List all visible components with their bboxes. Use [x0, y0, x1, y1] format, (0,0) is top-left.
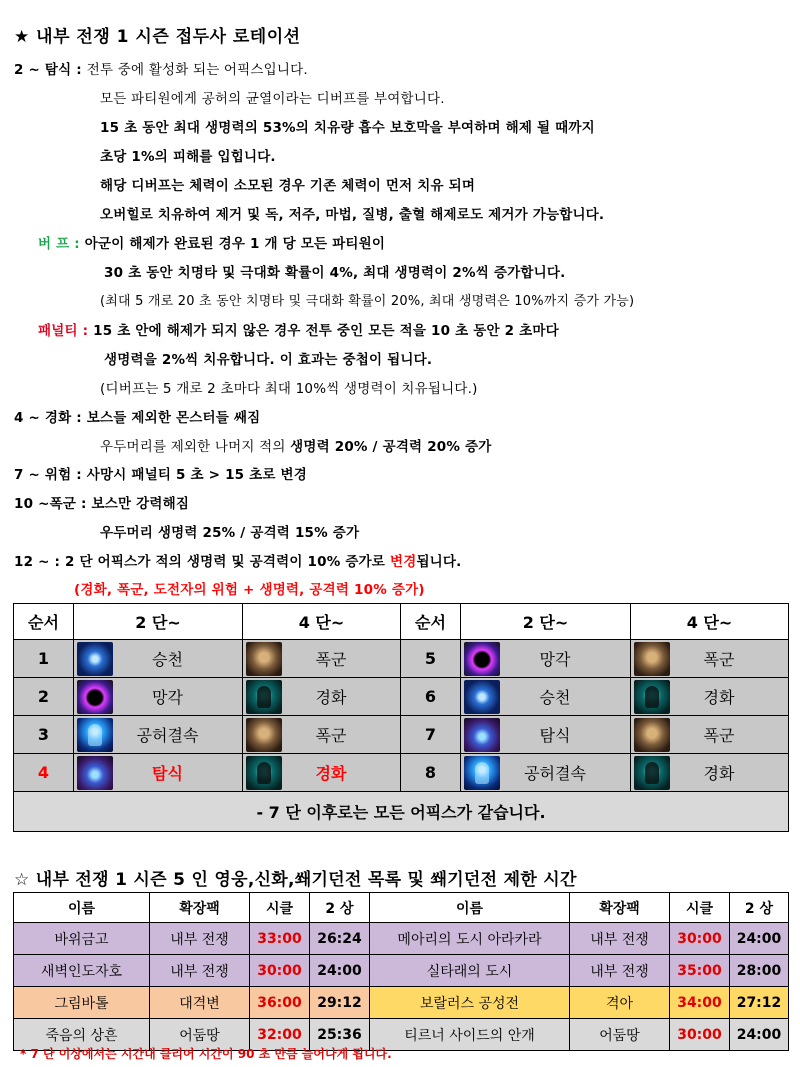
header-level4: 4 단~	[631, 604, 789, 640]
dungeon-plus2: 27:12	[730, 987, 789, 1019]
affix-line: 우두머리를 제외한 나머지 적의 생명력 20% / 공격력 20% 증가	[100, 439, 492, 455]
affix-cell	[631, 640, 789, 678]
voidbound-icon	[77, 718, 113, 752]
dungeon-timer: 33:00	[250, 923, 310, 955]
dungeon-expansion: 어둠땅	[570, 1019, 670, 1051]
header-level2: 2 단~	[461, 604, 631, 640]
dungeon-timer: 36:00	[250, 987, 310, 1019]
header-plus2: 2 상	[310, 893, 370, 923]
table-row	[14, 754, 789, 792]
dungeon-name: 실타래의 도시	[370, 955, 570, 987]
devour-icon	[464, 718, 500, 752]
affix-name: 경화	[315, 688, 347, 707]
order-number: 4	[14, 754, 74, 792]
table-row	[14, 955, 789, 987]
header-plus2: 2 상	[730, 893, 789, 923]
affix-name: 경화	[703, 764, 735, 783]
dungeon-plus2: 28:00	[730, 955, 789, 987]
affix-cell	[461, 678, 631, 716]
table-row	[14, 640, 789, 678]
voidbound-icon	[464, 756, 500, 790]
dungeon-plus2: 26:24	[310, 923, 370, 955]
affix-cell	[461, 716, 631, 754]
fortified-icon	[246, 756, 282, 790]
dungeon-plus2: 24:00	[730, 1019, 789, 1051]
order-number: 8	[401, 754, 461, 792]
affix-name: 폭군	[315, 650, 347, 669]
affix-name: 폭군	[703, 726, 735, 745]
order-number: 3	[14, 716, 74, 754]
affix-line: 초당 1%의 피해를 입힙니다.	[100, 149, 276, 165]
penalty-line: (디버프는 5 개로 2 초마다 최대 10%씩 생명력이 치유됩니다.)	[100, 381, 478, 397]
header-timer: 시클	[250, 893, 310, 923]
buff-line: 30 초 동안 치명타 및 극대화 확률이 4%, 최대 생명력이 2%씩 증가합니다.	[104, 265, 566, 281]
table-row	[14, 678, 789, 716]
affix-name: 폭군	[703, 650, 735, 669]
header-expansion: 확장팩	[150, 893, 250, 923]
affix-name: 승천	[152, 650, 183, 669]
affix-line-12: 12 ~ : 2 단 어픽스가 적의 생명력 및 공격력이 10% 증가로 변경됩니다.	[14, 554, 462, 570]
header-name: 이름	[14, 893, 150, 923]
affix-line: 오버힐로 치유하여 제거 및 독, 저주, 마법, 질병, 출혈 해제로도 제거가 가능합니다.	[100, 207, 605, 223]
affix-name: 공허결속	[136, 726, 199, 745]
dungeon-name: 티르너 사이드의 안개	[370, 1019, 570, 1051]
fortified-icon	[634, 756, 670, 790]
ascendant-icon	[464, 680, 500, 714]
oblivion-icon	[464, 642, 500, 676]
affix-line: 모든 파티원에게 공허의 균열이라는 디버프를 부여합니다.	[100, 91, 445, 107]
dungeon-timer: 30:00	[670, 1019, 730, 1051]
header-level2: 2 단~	[74, 604, 243, 640]
affix-cell	[243, 716, 401, 754]
affix-name: 폭군	[315, 726, 347, 745]
dungeon-expansion: 내부 전쟁	[570, 955, 670, 987]
dungeon-name: 보랄러스 공성전	[370, 987, 570, 1019]
dungeon-expansion: 대격변	[150, 987, 250, 1019]
header-order: 순서	[14, 604, 74, 640]
affix-cell	[461, 754, 631, 792]
affix-line: 15 초 동안 최대 생명력의 53%의 치유량 흡수 보호막을 부여하며 해제 될 때까지	[100, 120, 595, 136]
fortified-icon	[246, 680, 282, 714]
buff-line: 버 프 : 아군이 해제가 완료된 경우 1 개 당 모든 파티원이	[38, 236, 386, 252]
fortified-icon	[634, 680, 670, 714]
dungeon-plus2: 24:00	[730, 923, 789, 955]
dungeon-name: 바위금고	[14, 923, 150, 955]
dungeon-timer: 35:00	[670, 955, 730, 987]
affix-name: 공허결속	[524, 764, 586, 783]
affix-name: 승천	[539, 688, 571, 707]
dungeon-expansion: 내부 전쟁	[570, 923, 670, 955]
affix-rotation-table	[13, 603, 789, 832]
affix-name: 망각	[539, 650, 571, 669]
tyrannical-icon	[634, 642, 670, 676]
affix-cell	[461, 640, 631, 678]
affix-cell	[243, 640, 401, 678]
dungeon-table	[13, 892, 789, 1051]
oblivion-icon	[77, 680, 113, 714]
dungeon-expansion: 내부 전쟁	[150, 955, 250, 987]
header-timer: 시클	[670, 893, 730, 923]
affix-name: 경화	[703, 688, 735, 707]
tyrannical-icon	[246, 718, 282, 752]
dungeon-name: 새벽인도자호	[14, 955, 150, 987]
dungeon-section-title: ☆ 내부 전쟁 1 시즌 5 인 영웅,신화,쐐기던전 목록 및 쐐기던전 제한 시간	[14, 870, 577, 890]
page-title: ★ 내부 전쟁 1 시즌 접두사 로테이션	[14, 27, 301, 47]
header-order: 순서	[401, 604, 461, 640]
dungeon-name: 메아리의 도시 아라카라	[370, 923, 570, 955]
affix-cell	[631, 716, 789, 754]
affix-cell	[74, 716, 243, 754]
dungeon-expansion: 어둠땅	[150, 1019, 250, 1051]
order-number: 1	[14, 640, 74, 678]
affix-name: 탐식	[152, 764, 183, 783]
order-number: 6	[401, 678, 461, 716]
affix-cell	[74, 678, 243, 716]
affix-line-fortified: 4 ~ 경화 : 보스들 제외한 몬스터들 쌔짐	[14, 410, 261, 426]
affix-name: 탐식	[539, 726, 571, 745]
affix-cell	[74, 754, 243, 792]
affix-cell	[631, 678, 789, 716]
dungeon-timer: 30:00	[670, 923, 730, 955]
affix-line-devour-intro: 2 ~ 탐식 : 전투 중에 활성화 되는 어픽스입니다.	[14, 62, 308, 78]
affix-cell	[243, 678, 401, 716]
header-expansion: 확장팩	[570, 893, 670, 923]
table-footer-row	[14, 792, 789, 832]
dungeon-name: 죽음의 상흔	[14, 1019, 150, 1051]
tyrannical-icon	[246, 642, 282, 676]
ascendant-icon	[77, 642, 113, 676]
order-number: 5	[401, 640, 461, 678]
header-level4: 4 단~	[243, 604, 401, 640]
table-row	[14, 923, 789, 955]
affix-line: (경화, 폭군, 도전자의 위험 + 생명력, 공격력 10% 증가)	[74, 582, 425, 598]
affix-cell	[74, 640, 243, 678]
buff-line: (최대 5 개로 20 초 동안 치명타 및 극대화 확률이 20%, 최대 생명력은 10%까지 증가 가능)	[100, 294, 635, 309]
affix-cell	[631, 754, 789, 792]
penalty-line: 생명력을 2%씩 치유합니다. 이 효과는 중첩이 됩니다.	[104, 352, 433, 368]
affix-name: 경화	[315, 764, 347, 783]
affix-line-peril: 7 ~ 위험 : 사망시 패널티 5 초 > 15 초로 변경	[14, 467, 308, 483]
dungeon-plus2: 29:12	[310, 987, 370, 1019]
dungeon-plus2: 25:36	[310, 1019, 370, 1051]
dungeon-timer: 32:00	[250, 1019, 310, 1051]
tyrannical-icon	[634, 718, 670, 752]
dungeon-timer: 34:00	[670, 987, 730, 1019]
dungeon-expansion: 내부 전쟁	[150, 923, 250, 955]
footnote: * 7 단 이상에서는 시간내 클리어 시간이 90 초 만큼 늘어나게 됩니다.	[20, 1047, 392, 1061]
dungeon-name: 그림바톨	[14, 987, 150, 1019]
affix-line-tyrannical: 10 ~폭군 : 보스만 강력해짐	[14, 496, 190, 512]
dungeon-expansion: 격아	[570, 987, 670, 1019]
table-row	[14, 716, 789, 754]
table-row	[14, 987, 789, 1019]
dungeon-timer: 30:00	[250, 955, 310, 987]
affix-footer: - 7 단 이후로는 모든 어픽스가 같습니다.	[14, 792, 789, 832]
header-name: 이름	[370, 893, 570, 923]
devour-icon	[77, 756, 113, 790]
order-number: 2	[14, 678, 74, 716]
affix-line: 우두머리 생명력 25% / 공격력 15% 증가	[100, 525, 360, 541]
dungeon-plus2: 24:00	[310, 955, 370, 987]
affix-cell	[243, 754, 401, 792]
penalty-line: 패널티 : 15 초 안에 해제가 되지 않은 경우 전투 중인 모든 적을 10 초 동안 2 초마다	[38, 323, 559, 339]
affix-name: 망각	[152, 688, 183, 707]
affix-line: 해당 디버프는 체력이 소모된 경우 기존 체력이 먼저 치유 되며	[100, 178, 476, 194]
order-number: 7	[401, 716, 461, 754]
